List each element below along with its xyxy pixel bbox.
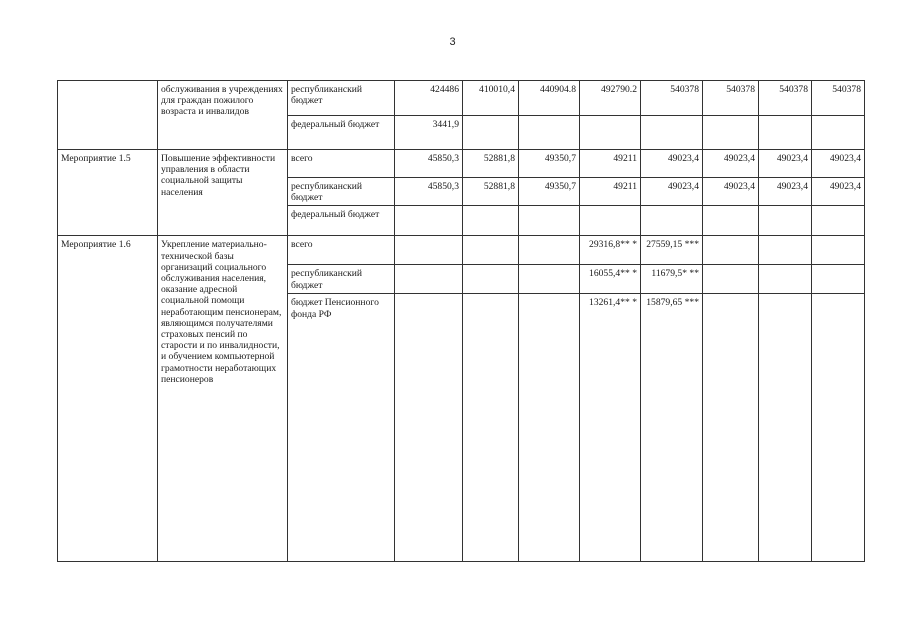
value-cell bbox=[519, 265, 580, 294]
value-cell: 410010,4 bbox=[463, 81, 519, 116]
value-cell bbox=[703, 236, 759, 265]
source-cell bbox=[288, 294, 395, 562]
value-cell bbox=[395, 294, 463, 562]
value-cell: 49023,4 bbox=[703, 178, 759, 206]
value-cell bbox=[812, 206, 865, 236]
value-cell: 492790.2 bbox=[580, 81, 641, 116]
value-cell bbox=[703, 206, 759, 236]
value-cell: 49023,4 bbox=[759, 150, 812, 178]
value-cell bbox=[519, 294, 580, 562]
value-cell: 49023,4 bbox=[641, 150, 703, 178]
source-cell: республиканский бюджет bbox=[288, 265, 395, 294]
event-name-cell: Укрепление материально-технической базы организаций социального обслуживания населения, оказание адресной социальной помощи неработающим пенсионерам, являющимся получателями страховых пенсий по старости и по инвалидности, и обучением компьютерной грамотности неработающих пенсионеров bbox=[158, 236, 288, 562]
value-cell bbox=[463, 206, 519, 236]
event-name-cell: обслуживания в учреждениях для граждан пожилого возраста и инвалидов bbox=[158, 81, 288, 150]
source-cell: всего bbox=[288, 150, 395, 178]
value-cell: 49023,4 bbox=[812, 150, 865, 178]
value-cell bbox=[519, 206, 580, 236]
value-cell: 45850,3 bbox=[395, 150, 463, 178]
event-cell bbox=[58, 81, 158, 150]
value-cell: 49023,4 bbox=[703, 150, 759, 178]
value-cell: 540378 bbox=[812, 81, 865, 116]
value-cell bbox=[463, 116, 519, 150]
value-cell bbox=[641, 116, 703, 150]
value-cell bbox=[812, 265, 865, 294]
value-cell: 11679,5* ** bbox=[641, 265, 703, 294]
value-cell: 52881,8 bbox=[463, 150, 519, 178]
value-cell bbox=[812, 116, 865, 150]
value-cell: 540378 bbox=[703, 81, 759, 116]
value-cell bbox=[703, 294, 759, 562]
value-cell: 49350,7 bbox=[519, 178, 580, 206]
source-label: бюджет Пенсионного фонда РФ bbox=[291, 297, 379, 320]
event-cell: Мероприятие 1.6 bbox=[58, 236, 158, 562]
value-cell bbox=[759, 236, 812, 265]
value-cell bbox=[703, 116, 759, 150]
value-cell: 424486 bbox=[395, 81, 463, 116]
value-cell bbox=[395, 265, 463, 294]
value-cell: 3441,9 bbox=[395, 116, 463, 150]
table-row bbox=[58, 81, 865, 116]
value-cell bbox=[703, 265, 759, 294]
value-cell: 27559,15 *** bbox=[641, 236, 703, 265]
value-cell bbox=[759, 206, 812, 236]
value-cell: 49211 bbox=[580, 178, 641, 206]
value-cell bbox=[759, 116, 812, 150]
value-cell: 13261,4** * bbox=[580, 294, 641, 562]
value-cell: 49023,4 bbox=[641, 178, 703, 206]
value-cell bbox=[395, 236, 463, 265]
value-cell bbox=[395, 206, 463, 236]
value-cell bbox=[812, 236, 865, 265]
value-cell bbox=[463, 265, 519, 294]
value-cell: 16055,4** * bbox=[580, 265, 641, 294]
value-cell: 49350,7 bbox=[519, 150, 580, 178]
source-cell: федеральный бюджет bbox=[288, 116, 395, 150]
value-cell bbox=[463, 236, 519, 265]
source-cell: республиканский бюджет bbox=[288, 81, 395, 116]
value-cell: 540378 bbox=[641, 81, 703, 116]
source-cell: федеральный бюджет bbox=[288, 206, 395, 236]
table-row bbox=[58, 150, 865, 178]
value-cell: 49211 bbox=[580, 150, 641, 178]
value-cell: 440904.8 bbox=[519, 81, 580, 116]
value-cell bbox=[580, 206, 641, 236]
table-row bbox=[58, 236, 865, 265]
value-cell: 540378 bbox=[759, 81, 812, 116]
event-name-cell: Повышение эффективности управления в области социальной защиты населения bbox=[158, 150, 288, 236]
value-cell bbox=[759, 294, 812, 562]
value-cell bbox=[641, 206, 703, 236]
value-cell: 29316,8** * bbox=[580, 236, 641, 265]
value-cell bbox=[463, 294, 519, 562]
program-funding-table bbox=[57, 80, 865, 562]
value-cell: 15879,65 *** bbox=[641, 294, 703, 562]
value-cell bbox=[580, 116, 641, 150]
value-cell bbox=[519, 116, 580, 150]
page-number: 3 bbox=[449, 36, 456, 48]
source-cell: всего bbox=[288, 236, 395, 265]
value-cell bbox=[812, 294, 865, 562]
event-cell: Мероприятие 1.5 bbox=[58, 150, 158, 236]
value-cell: 49023,4 bbox=[759, 178, 812, 206]
value-cell bbox=[519, 236, 580, 265]
value-cell: 49023,4 bbox=[812, 178, 865, 206]
value-cell: 45850,3 bbox=[395, 178, 463, 206]
source-cell: республиканский бюджет bbox=[288, 178, 395, 206]
value-cell: 52881,8 bbox=[463, 178, 519, 206]
value-cell bbox=[759, 265, 812, 294]
